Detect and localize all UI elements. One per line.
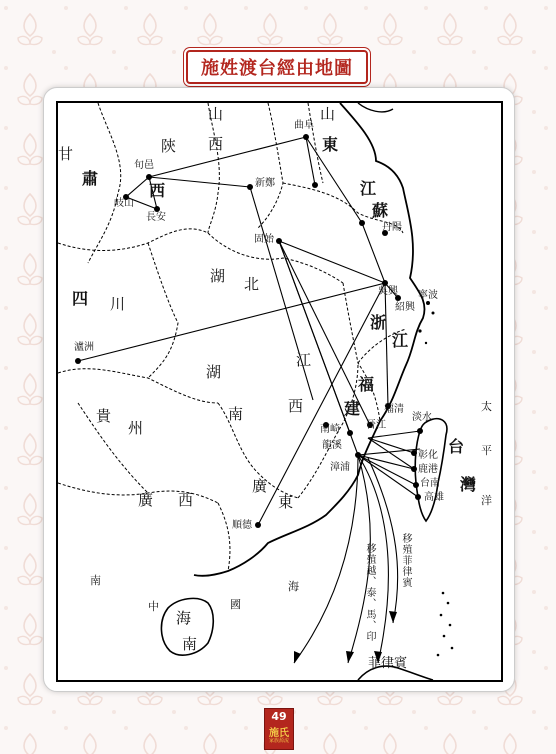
- page-subtitle: 家族源流: [268, 738, 289, 744]
- province-zhejiang-2: 江: [392, 331, 409, 350]
- province-guangxi-2: 西: [178, 491, 194, 509]
- province-fujian-1: 福: [358, 375, 375, 394]
- city-gushi: 固始: [254, 234, 274, 245]
- page-brand: 施氏: [269, 728, 289, 739]
- city-zhanghua: 彰化: [418, 450, 438, 461]
- province-jiangxi-1: 江: [296, 351, 312, 369]
- province-jiangsu-2: 蘇: [372, 201, 389, 220]
- province-shanxi-1: 山: [208, 105, 224, 123]
- city-gaoxiong: 高雄: [424, 492, 444, 503]
- route-wuxing-fuqing: [385, 283, 388, 406]
- province-hainan-1: 海: [176, 609, 192, 627]
- province-guangdong-2: 東: [278, 493, 294, 511]
- sea-scs-3: 國: [230, 598, 241, 611]
- sea-pacific-2: 平: [481, 444, 492, 457]
- province-shanxi-2: 西: [208, 135, 224, 153]
- province-jiangxi-2: 西: [288, 397, 304, 415]
- city-xunyi: 旬邑: [134, 160, 154, 171]
- province-hunan-1: 湖: [206, 363, 222, 381]
- province-guangdong-1: 廣: [252, 477, 268, 495]
- city-tainan: 台南: [420, 478, 440, 489]
- map-drawing: [58, 103, 501, 680]
- city-shunde: 順德: [232, 520, 252, 531]
- sea-scs-2: 中: [148, 600, 159, 613]
- philippines-label: 菲律賓: [368, 656, 408, 671]
- province-hubei-2: 北: [244, 275, 260, 293]
- coastline: [194, 103, 425, 576]
- sea-pacific-1: 太: [481, 400, 492, 413]
- city-danyang: 丹陽: [382, 222, 402, 233]
- city-qishan: 岐山: [114, 198, 134, 209]
- sea-scs-1: 南: [90, 574, 101, 587]
- city-longxi: 龍溪: [322, 440, 342, 451]
- route-to-sea: [294, 455, 358, 663]
- route-zhangpu-gaoxiong: [358, 455, 418, 497]
- province-jiangsu-1: 江: [360, 179, 377, 198]
- province-fujian-2: 建: [344, 399, 361, 418]
- province-zhejiang-1: 浙: [370, 313, 387, 332]
- city-nanqi: 南崎: [320, 424, 340, 435]
- province-shaanxi-1: 陝: [161, 137, 177, 155]
- city-changan: 長安: [146, 212, 166, 223]
- city-danshui: 淡水: [412, 412, 432, 423]
- route-label-philippines: 移殖菲律賓: [400, 533, 411, 588]
- page-badge: [264, 708, 294, 750]
- city-shaoxing: 紹興: [395, 302, 415, 313]
- province-taiwan-2: 灣: [460, 475, 477, 494]
- province-gansu-2: 肅: [82, 169, 99, 188]
- page-title: 施姓渡台經由地圖: [201, 58, 353, 79]
- province-gansu-1: 甘: [58, 145, 74, 163]
- sea-islands: [437, 592, 454, 657]
- map: [56, 101, 503, 682]
- city-wuxing: 吳興: [378, 286, 398, 297]
- province-sichuan-1: 四: [72, 289, 89, 308]
- city-ningbo: 寧波: [418, 290, 438, 301]
- title-banner: [186, 50, 368, 84]
- city-qufu: 曲阜: [294, 120, 314, 131]
- sea-scs-4: 海: [288, 580, 299, 593]
- province-shandong-1: 山: [320, 105, 336, 123]
- city-zhangpu: 漳浦: [330, 462, 350, 473]
- province-guizhou-1: 貴: [96, 407, 112, 425]
- shandong-peninsula: [358, 103, 393, 112]
- city-jinjiang: 晉江: [366, 420, 386, 431]
- province-hunan-2: 南: [228, 405, 244, 423]
- page-number: 49: [271, 710, 287, 723]
- province-shandong-2: 東: [322, 135, 339, 154]
- route-gushi-wuxing: [279, 241, 385, 283]
- province-guangxi-1: 廣: [138, 491, 154, 509]
- route-zhangpu-lugang: [358, 455, 414, 469]
- city-lugang: 鹿港: [418, 464, 438, 475]
- province-hubei-1: 湖: [210, 267, 226, 285]
- city-xinzheng: 新鄭: [255, 178, 275, 189]
- province-shaanxi-2: 西: [149, 181, 166, 200]
- sea-pacific-3: 洋: [481, 494, 492, 507]
- city-fuqing: 福清: [384, 404, 404, 415]
- province-sichuan-2: 川: [110, 295, 126, 313]
- province-hainan-2: 南: [182, 635, 198, 653]
- route-label-sea: 移殖越、泰、馬、印: [364, 543, 375, 642]
- city-luzhou: 瀘洲: [74, 342, 94, 353]
- province-guizhou-2: 州: [128, 419, 144, 437]
- province-taiwan-1: 台: [448, 437, 465, 456]
